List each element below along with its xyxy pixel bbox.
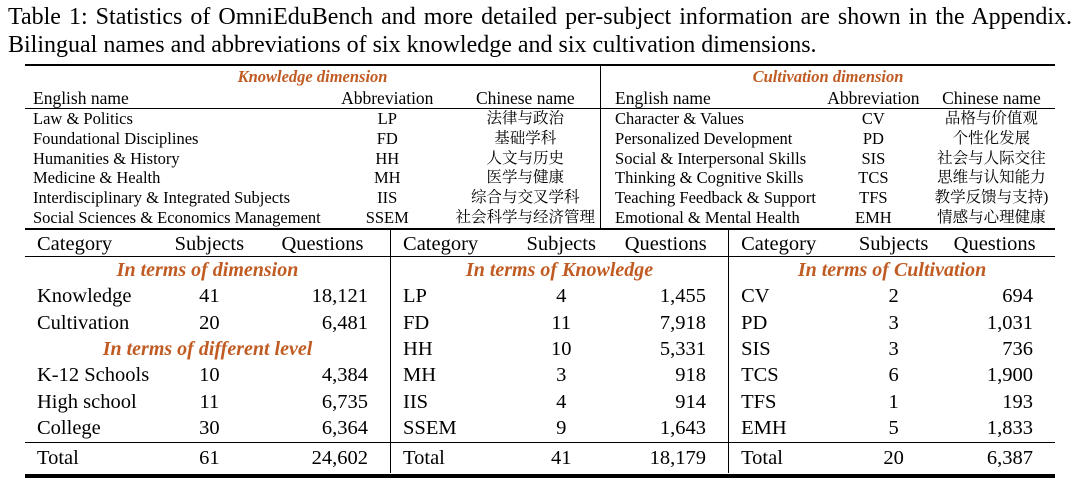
subjects-cell: 9 [556,417,567,440]
total-subjects-cell: 61 [199,446,220,469]
english-name-cell: Character & Values [615,109,744,128]
col-header-chinese-name: Chinese name [942,88,1041,108]
subjects-cell: 10 [199,364,220,387]
english-name-cell: Social Sciences & Economics Management [33,207,321,227]
subjects-cell: 30 [199,417,220,440]
english-name-cell: Law & Politics [33,109,133,128]
bilingual-table [25,64,1055,228]
questions-cell: 18,121 [311,285,368,308]
stats-group-dimension-level [25,257,390,442]
questions-cell: 1,643 [659,417,707,440]
category-cell: TCS [741,364,779,387]
table-row [601,168,1055,188]
table-row [601,129,1055,149]
subjects-cell: 20 [199,311,220,334]
total-questions-cell: 24,602 [311,446,368,469]
category-cell: PD [741,311,768,334]
subjects-cell: 3 [888,311,899,334]
table-row [729,415,1055,441]
knowledge-dimension-panel [25,66,600,228]
table-row [25,109,600,129]
questions-cell: 1,833 [986,417,1033,440]
questions-cell: 736 [1002,337,1033,360]
table-row [25,415,390,441]
section-subheader: In terms of Cultivation [797,258,987,281]
abbreviation-cell: EMH [855,207,892,227]
questions-cell: 918 [675,364,707,387]
table-row [601,149,1055,169]
category-cell: HH [403,337,433,360]
stats-body [25,257,1055,442]
table-row [391,283,728,309]
english-name-cell: Personalized Development [615,128,793,148]
category-cell: IIS [403,390,429,413]
cultivation-dimension-title: Cultivation dimension [752,67,904,86]
total-label: Total [403,446,445,469]
stats-header-group-3 [728,230,1055,256]
total-row [25,443,390,473]
chinese-name-cell: 品格与价值观 [944,110,1038,127]
table-row [729,310,1055,336]
table-row [729,389,1055,415]
english-name-cell: Thinking & Cognitive Skills [615,168,804,188]
col-header-abbreviation: Abbreviation [341,88,434,108]
chinese-name-cell: 基础学科 [494,129,557,147]
table-row [601,188,1055,208]
english-name-cell: Social & Interpersonal Skills [615,148,807,168]
table-row [391,310,728,336]
table-row [391,389,728,415]
questions-cell: 6,481 [321,311,368,334]
subjects-cell: 3 [556,364,567,387]
subjects-cell: 11 [199,390,220,413]
abbreviation-cell: TCS [858,168,889,188]
table-row [391,336,728,362]
english-name-cell: Medicine & Health [33,168,161,188]
chinese-name-cell: 人文与历史 [486,149,565,167]
questions-cell: 7,918 [659,311,707,334]
table-row [25,188,600,208]
stats-header-group-1 [25,230,390,256]
col-header-category: Category [37,232,113,255]
chinese-name-cell: 综合与交叉学科 [471,189,580,207]
english-name-cell: Humanities & History [33,148,180,168]
chinese-name-cell: 思维与认知能力 [937,169,1046,187]
col-header-abbreviation: Abbreviation [827,88,920,108]
section-subheader: In terms of different level [102,337,313,360]
category-cell: EMH [741,417,787,440]
bilingual-header-row [601,87,1055,109]
section-subheader: In terms of dimension [116,258,299,281]
table-row [25,310,390,336]
col-header-category: Category [403,232,479,255]
table-row [391,362,728,388]
chinese-name-cell: 教学反馈与支持) [934,189,1049,207]
category-cell: K-12 Schools [37,364,150,387]
total-label: Total [741,446,783,469]
abbreviation-cell: TFS [859,188,888,208]
stats-header-group-2 [390,230,728,256]
total-label: Total [37,446,79,469]
subjects-cell: 41 [199,285,220,308]
total-row [728,443,1055,473]
knowledge-dimension-title: Knowledge dimension [237,67,388,86]
table-row [601,208,1055,228]
table-row [25,149,600,169]
chinese-name-cell: 情感与心理健康 [937,208,1046,226]
statistics-table [25,64,1055,478]
stats-group-cultivation [728,257,1055,442]
questions-cell: 193 [1002,390,1033,413]
questions-cell: 6,364 [321,417,368,440]
total-subjects-cell: 20 [883,446,904,469]
table-row [729,362,1055,388]
subjects-cell: 1 [888,390,899,413]
subjects-cell: 2 [888,285,899,308]
table-row [25,283,390,309]
questions-cell: 1,455 [659,285,707,308]
category-cell: College [37,417,101,440]
col-header-english-name: English name [33,88,129,108]
table-row [25,168,600,188]
category-cell: SSEM [403,417,457,440]
questions-cell: 6,735 [321,390,368,413]
total-questions-cell: 18,179 [649,446,707,469]
abbreviation-cell: MH [373,168,401,188]
category-cell: TFS [741,390,777,413]
subjects-cell: 3 [888,337,899,360]
subjects-cell: 5 [888,417,899,440]
abbreviation-cell: LP [377,109,397,128]
cultivation-dimension-panel [600,66,1055,228]
subjects-cell: 4 [556,285,567,308]
subjects-cell: 6 [888,364,899,387]
table-row [391,415,728,441]
chinese-name-cell: 医学与健康 [486,169,565,187]
totals-band [25,442,1055,473]
english-name-cell: Foundational Disciplines [33,128,199,148]
subjects-cell: 4 [556,390,567,413]
table-bottom-rule [25,474,1055,478]
english-name-cell: Teaching Feedback & Support [615,188,816,208]
table-row [729,283,1055,309]
col-header-subjects: Subjects [526,232,596,255]
abbreviation-cell: SSEM [365,207,409,227]
category-cell: Knowledge [37,285,132,308]
category-cell: CV [741,285,770,308]
col-header-subjects: Subjects [858,232,929,255]
english-name-cell: Interdisciplinary & Integrated Subjects [33,188,291,208]
questions-cell: 4,384 [321,364,368,387]
questions-cell: 914 [675,390,707,413]
subjects-cell: 11 [551,311,572,334]
abbreviation-cell: IIS [377,188,398,208]
table-row [25,129,600,149]
abbreviation-cell: FD [376,128,398,148]
abbreviation-cell: HH [375,148,400,168]
stats-header-row [25,228,1055,257]
abbreviation-cell: PD [862,128,884,148]
table-row [25,362,390,388]
table-row [729,336,1055,362]
category-cell: Cultivation [37,311,130,334]
table-row [25,208,600,228]
questions-cell: 694 [1002,285,1033,308]
subjects-cell: 10 [550,337,572,360]
category-cell: FD [403,311,430,334]
col-header-english-name: English name [615,88,711,108]
col-header-category: Category [741,232,817,255]
chinese-name-cell: 法律与政治 [486,110,565,127]
abbreviation-cell: CV [861,109,885,128]
col-header-chinese-name: Chinese name [475,88,575,108]
col-header-questions: Questions [953,232,1036,255]
chinese-name-cell: 个性化发展 [952,129,1031,147]
col-header-subjects: Subjects [174,232,245,255]
questions-cell: 1,900 [986,364,1033,387]
abbreviation-cell: SIS [861,148,886,168]
stats-group-knowledge [390,257,728,442]
section-subheader: In terms of Knowledge [465,258,654,281]
col-header-questions: Questions [624,232,707,255]
category-cell: MH [403,364,437,387]
col-header-questions: Questions [281,232,364,255]
questions-cell: 5,331 [659,337,707,360]
table-row [601,109,1055,129]
category-cell: SIS [741,337,771,360]
total-row [390,443,728,473]
table-row [25,389,390,415]
bilingual-header-row [25,87,600,109]
total-subjects-cell: 41 [550,446,572,469]
category-cell: LP [403,285,427,308]
category-cell: High school [37,390,137,413]
total-questions-cell: 6,387 [986,446,1033,469]
english-name-cell: Emotional & Mental Health [615,207,800,227]
questions-cell: 1,031 [986,311,1033,334]
chinese-name-cell: 社会科学与经济管理 [455,208,596,226]
chinese-name-cell: 社会与人际交往 [937,149,1046,167]
table-caption: Table 1: Statistics of OmniEduBench and more detailed per-subject information are shown in the Appendix. Bilingual names and abbreviations of six knowledge and six cultivation dimensions. [8,4,1072,58]
